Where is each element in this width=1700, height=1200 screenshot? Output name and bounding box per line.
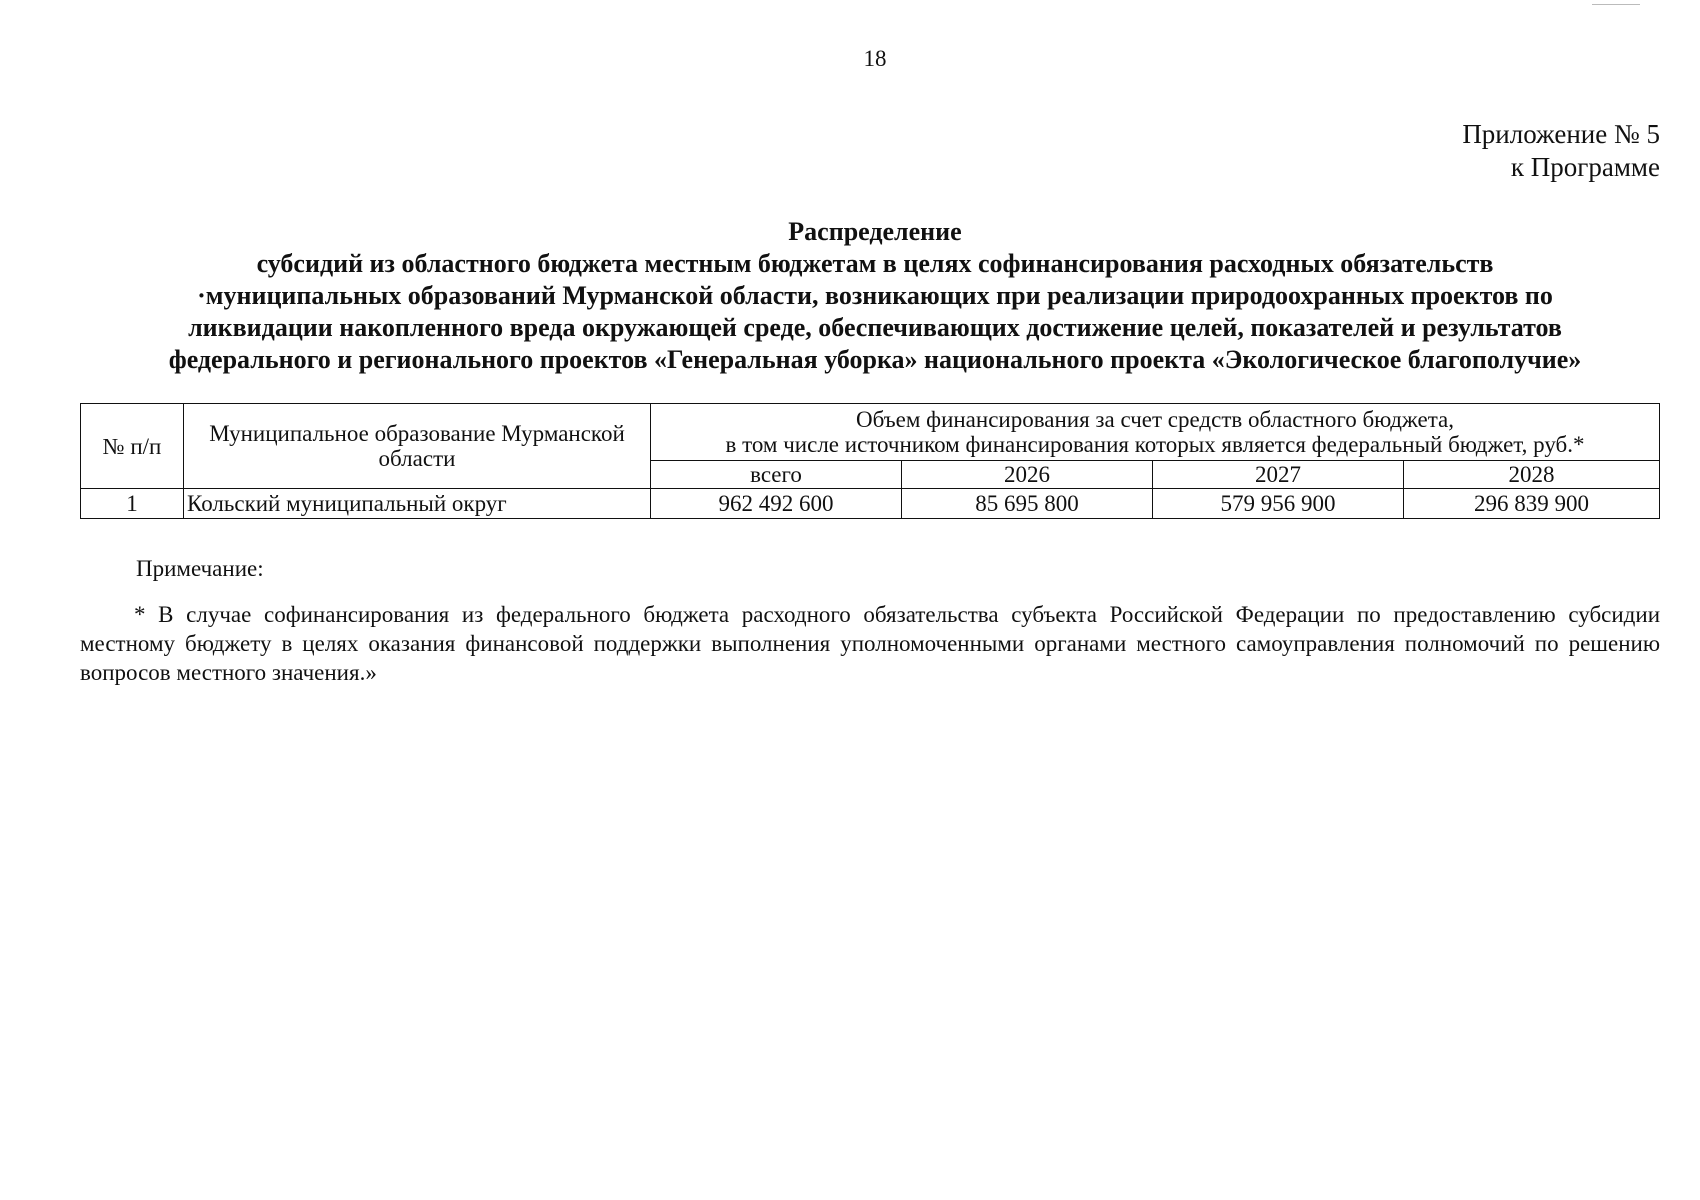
header-funding-line-1: Объем финансирования за счет средств областного бюджета, xyxy=(856,407,1454,432)
title-line-5: федерального и регионального проектов «Генеральная уборка» национального проекта «Экологическое благополучие» xyxy=(168,345,1582,374)
title-line-2: субсидий из областного бюджета местным бюджетам в целях софинансирования расходных обязательств xyxy=(256,249,1494,278)
header-municipality: Муниципальное образование Мурманской области xyxy=(184,404,651,489)
title-line-3: ·муниципальных образований Мурманской области, возникающих при реализации природоохранных проектов по xyxy=(197,281,1553,310)
row-2026: 85 695 800 xyxy=(902,489,1153,519)
note-label: Примечание: xyxy=(136,556,264,581)
row-num: 1 xyxy=(81,489,184,519)
note-text: * В случае софинансирования из федерального бюджета расходного обязательства субъекта Российской Федерации по предоставлению субсидии местному бюджету в целях оказания финансовой поддержки выполнения уполномоченными органами местного самоуправления полномочий по решению вопросов местного значения.» xyxy=(80,602,1660,685)
header-2028: 2028 xyxy=(1404,461,1660,489)
scan-artifact-line xyxy=(1592,4,1640,5)
appendix-line-2: к Программе xyxy=(1510,152,1660,182)
document-title xyxy=(80,216,1670,376)
row-2028: 296 839 900 xyxy=(1404,489,1660,519)
page-number: 18 xyxy=(863,46,887,71)
appendix-reference xyxy=(1462,118,1660,184)
row-municipality: Кольский муниципальный округ xyxy=(184,489,651,519)
appendix-line-1: Приложение № 5 xyxy=(1462,119,1660,149)
header-num: № п/п xyxy=(81,404,184,489)
table-header-row xyxy=(81,404,1660,461)
header-funding-line-2: в том числе источником финансирования которых является федеральный бюджет, руб.* xyxy=(725,432,1585,457)
row-2027: 579 956 900 xyxy=(1153,489,1404,519)
funding-table xyxy=(80,403,1660,519)
header-total: всего xyxy=(651,461,902,489)
title-line-4: ликвидации накопленного вреда окружающей среде, обеспечивающих достижение целей, показателей и результатов xyxy=(188,313,1562,342)
header-2026: 2026 xyxy=(902,461,1153,489)
header-funding xyxy=(651,404,1660,461)
title-line-1: Распределение xyxy=(788,217,962,246)
header-2027: 2027 xyxy=(1153,461,1404,489)
row-total: 962 492 600 xyxy=(651,489,902,519)
table-row xyxy=(81,489,1660,519)
